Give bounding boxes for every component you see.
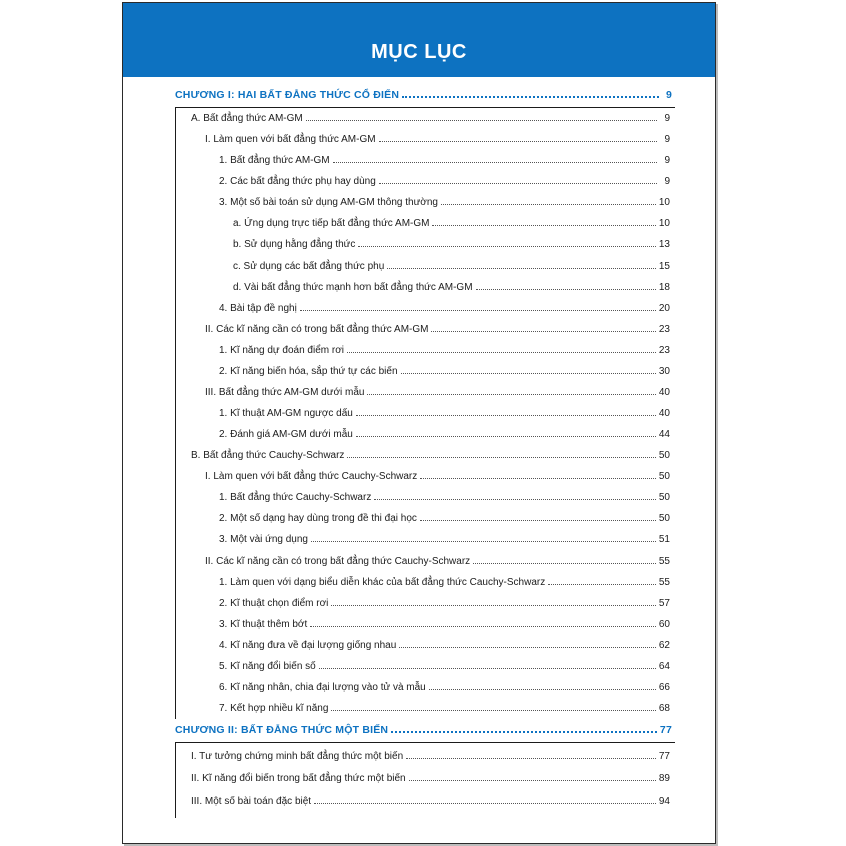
toc-entry: 2. Đánh giá AM-GM dưới mẫu 44 [219, 429, 670, 440]
toc-entry: 2. Các bất đẳng thức phụ hay dùng 9 [219, 176, 670, 187]
chapter-2-heading [175, 724, 672, 740]
toc-entry: II. Kĩ năng đổi biến trong bất đẳng thức một biến 89 [191, 773, 670, 784]
toc-entry: II. Các kĩ năng cần có trong bất đẳng thức AM-GM 23 [205, 324, 670, 335]
chapter-1-rule [175, 107, 675, 108]
toc-entry: 7. Kết hợp nhiều kĩ năng 68 [219, 703, 670, 714]
dot-leader [391, 731, 657, 733]
chapter-2-rule [175, 742, 675, 743]
toc-entry: c. Sử dụng các bất đẳng thức phụ 15 [233, 261, 670, 272]
chapter-label: CHƯƠNG II: BẤT ĐẲNG THỨC MỘT BIẾN [175, 724, 389, 736]
toc-entry: 1. Bất đẳng thức AM-GM 9 [219, 155, 670, 166]
toc-entry: 5. Kĩ năng đổi biến số 64 [219, 661, 670, 672]
toc-entry: 3. Kĩ thuật thêm bớt 60 [219, 619, 670, 630]
toc-entry: d. Vài bất đẳng thức mạnh hơn bất đẳng thức AM-GM 18 [233, 282, 670, 293]
toc-entry: 1. Kĩ thuật AM-GM ngược dấu 40 [219, 408, 670, 419]
toc-entry: 1. Kĩ năng dự đoán điểm rơi 23 [219, 345, 670, 356]
toc-entry: 6. Kĩ năng nhân, chia đại lượng vào tử và mẫu 66 [219, 682, 670, 693]
toc-entry: II. Các kĩ năng cần có trong bất đẳng thức Cauchy-Schwarz 55 [205, 556, 670, 567]
chapter-label: CHƯƠNG I: HAI BẤT ĐẲNG THỨC CỔ ĐIỂN [175, 89, 400, 101]
page-number: 77 [659, 724, 672, 736]
toc-entry: B. Bất đẳng thức Cauchy-Schwarz 50 [191, 450, 670, 461]
chapter-2-side-line [175, 742, 176, 818]
toc-entry: 4. Kĩ năng đưa về đại lượng giống nhau 62 [219, 640, 670, 651]
table-of-contents [123, 3, 715, 843]
toc-entry: 2. Kĩ thuật chọn điểm rơi 57 [219, 598, 670, 609]
toc-entry: 1. Bất đẳng thức Cauchy-Schwarz 50 [219, 492, 670, 503]
toc-entry: A. Bất đẳng thức AM-GM 9 [191, 113, 670, 124]
chapter-1-heading [175, 89, 672, 105]
dot-leader [402, 96, 659, 98]
toc-entry: 2. Kĩ năng biến hóa, sắp thứ tự các biến 30 [219, 366, 670, 377]
toc-entry: 1. Làm quen với dạng biểu diễn khác của bất đẳng thức Cauchy-Schwarz 55 [219, 577, 670, 588]
toc-entry: III. Một số bài toán đặc biệt 94 [191, 796, 670, 807]
page-number: 9 [665, 89, 672, 101]
toc-entry: 3. Một số bài toán sử dụng AM-GM thông thường 10 [219, 197, 670, 208]
toc-entry: b. Sử dụng hằng đẳng thức 13 [233, 239, 670, 250]
chapter-1-side-line [175, 107, 176, 719]
toc-entry: I. Tư tưởng chứng minh bất đẳng thức một biến 77 [191, 751, 670, 762]
toc-entry: I. Làm quen với bất đẳng thức AM-GM 9 [205, 134, 670, 145]
toc-entry: 4. Bài tập đề nghị 20 [219, 303, 670, 314]
toc-entry: I. Làm quen với bất đẳng thức Cauchy-Schwarz 50 [205, 471, 670, 482]
toc-entry: a. Ứng dụng trực tiếp bất đẳng thức AM-GM 10 [233, 218, 670, 229]
book-page [122, 2, 716, 844]
page-title: MỤC LỤC [371, 41, 467, 63]
toc-entry: 2. Một số dạng hay dùng trong đề thi đại học 50 [219, 513, 670, 524]
toc-entry: III. Bất đẳng thức AM-GM dưới mẫu 40 [205, 387, 670, 398]
toc-entry: 3. Một vài ứng dụng 51 [219, 534, 670, 545]
